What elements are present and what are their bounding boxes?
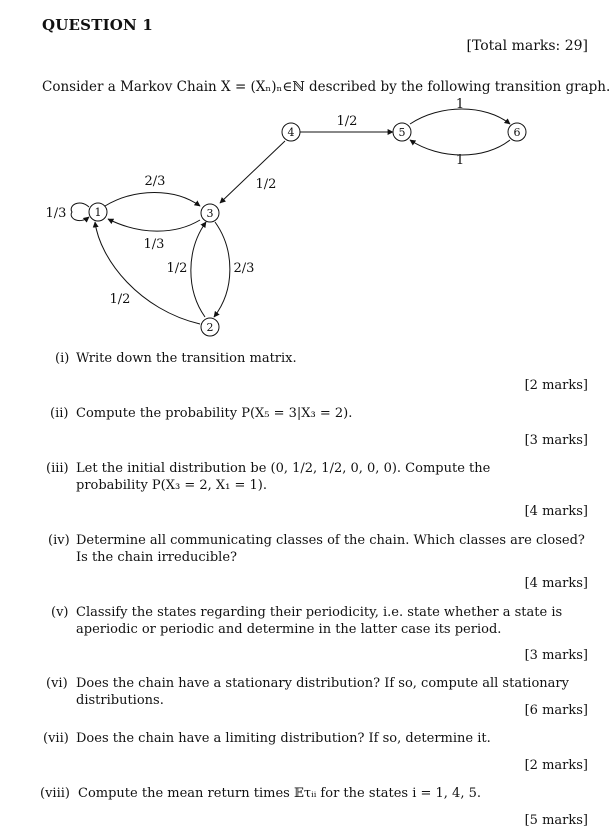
node-label-4: 4 [287, 126, 295, 139]
node-label-3: 3 [206, 207, 214, 220]
intro-text: Consider a Markov Chain X = (Xₙ)ₙ∈ℕ described by the following transition graph. [42, 79, 610, 95]
edge-label-4-5: 1/2 [336, 114, 358, 129]
part-vii-text: Does the chain have a limiting distribution? If so, determine it. [76, 731, 491, 746]
edge-1-3 [105, 193, 200, 207]
edge-label-1-3: 2/3 [144, 174, 166, 189]
edge-label-3-1: 1/3 [143, 237, 165, 252]
part-vi-text: Does the chain have a stationary distribution? If so, compute all stationary distributions. [76, 676, 569, 708]
part-viii-text: Compute the mean return times 𝔼τᵢᵢ for the states i = 1, 4, 5. [78, 786, 481, 801]
edge-3-2 [214, 222, 230, 317]
node-label-1: 1 [94, 206, 102, 219]
edge-label-4-3: 1/2 [255, 177, 277, 192]
edge-label-3-2: 2/3 [233, 261, 255, 276]
transition-graph [0, 0, 610, 345]
part-vi-num: (vi) [46, 676, 68, 691]
part-ii-marks: [3 marks] [524, 433, 588, 448]
node-label-5: 5 [398, 126, 406, 139]
edge-label-2-3: 1/2 [166, 261, 188, 276]
part-v-text: Classify the states regarding their periodicity, i.e. state whether a state is aperiodic or periodic and determine in the latter case its period. [76, 605, 563, 637]
edge-label-1-self: 1/3 [45, 206, 67, 221]
part-viii-num: (viii) [40, 786, 70, 801]
part-i-marks: [2 marks] [524, 378, 588, 393]
node-label-2: 2 [206, 321, 214, 334]
edge-label-5-6: 1 [455, 97, 465, 112]
edge-4-3 [220, 141, 285, 203]
part-ii-num: (ii) [50, 406, 69, 421]
edge-1-self [71, 203, 89, 221]
part-vi-marks: [6 marks] [524, 703, 588, 718]
edge-label-6-5: 1 [455, 153, 465, 168]
part-viii-marks: [5 marks] [524, 813, 588, 828]
part-i-num: (i) [55, 351, 70, 366]
part-iv-text: Determine all communicating classes of the chain. Which classes are closed? Is the chain irreducible? [76, 533, 585, 565]
edge-label-2-1: 1/2 [109, 292, 131, 307]
part-iii-marks: [4 marks] [524, 504, 588, 519]
part-vii-marks: [2 marks] [524, 758, 588, 773]
part-i-text: Write down the transition matrix. [76, 351, 297, 366]
part-iv-num: (iv) [48, 533, 70, 548]
part-v-marks: [3 marks] [524, 648, 588, 663]
part-iv-marks: [4 marks] [524, 576, 588, 591]
part-vii-num: (vii) [43, 731, 69, 746]
part-iii-num: (iii) [46, 461, 69, 476]
part-ii-text: Compute the probability P(X₅ = 3|X₃ = 2). [76, 406, 353, 421]
edge-2-3 [191, 222, 206, 317]
part-v-num: (v) [51, 605, 69, 620]
part-iii-text: Let the initial distribution be (0, 1/2, 1/2, 0, 0, 0). Compute the probability P(X₃ = 2, X₁ = 1). [76, 461, 491, 493]
edge-3-1 [108, 219, 200, 231]
question-title: QUESTION 1 [42, 16, 154, 34]
node-label-6: 6 [513, 126, 521, 139]
total-marks: [Total marks: 29] [466, 38, 588, 54]
